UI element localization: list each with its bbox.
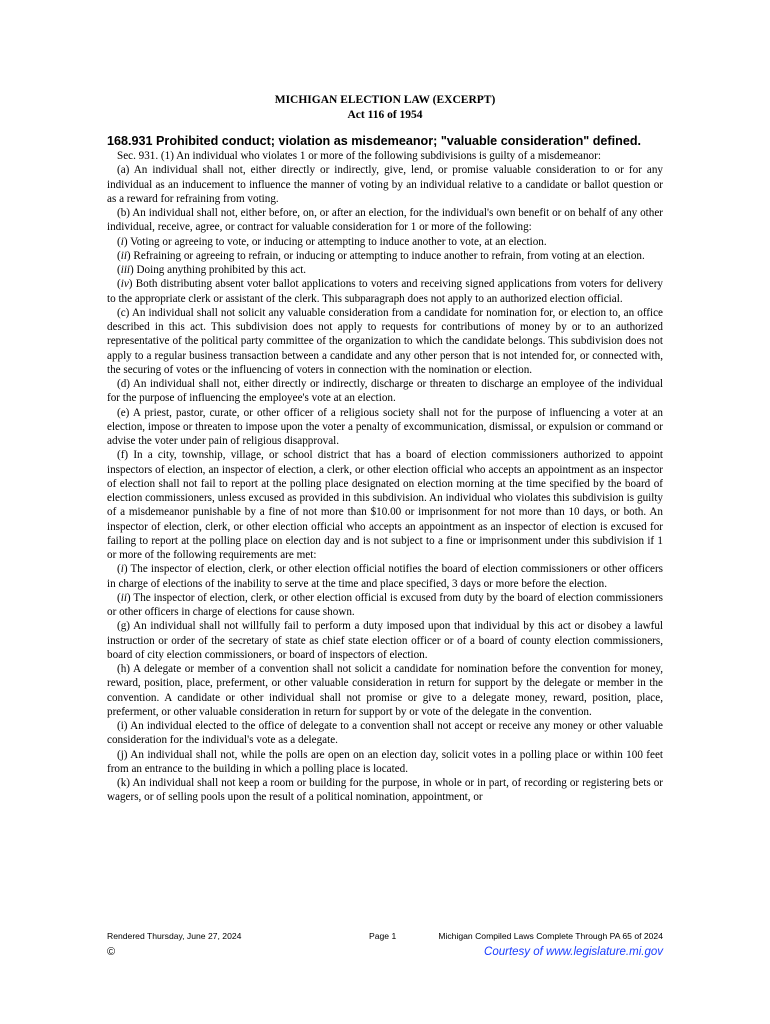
- paragraph: [107, 662, 663, 719]
- roman-numeral: ii: [120, 249, 127, 262]
- paragraph: [107, 562, 663, 591]
- paragraph-text: (a) An individual shall not, either directly or indirectly, give, lend, or promise valuable consideration to or for any individual as an inducement to influence the manner of voting by an individual relative to a candidate or ballot question or as a reward for refraining from voting.: [107, 164, 663, 205]
- paragraph-text: ) Doing anything prohibited by this act.: [130, 264, 307, 276]
- paragraph: [107, 163, 663, 206]
- paragraph-text: (i) An individual elected to the office of delegate to a convention shall not accept or receive any money or other valuable consideration for the individual's vote as a delegate.: [107, 720, 663, 747]
- page-number: Page 1: [369, 931, 397, 941]
- paragraph-text: ) The inspector of election, clerk, or other election official is excused from duty by the board of election commissioners or other officers in charge of elections for cause shown.: [107, 591, 663, 618]
- paragraph: [107, 149, 663, 163]
- roman-numeral: iii: [120, 264, 131, 276]
- paragraph-text: (: [117, 249, 121, 262]
- roman-numeral: i: [120, 235, 124, 248]
- paragraph-text: (: [117, 278, 121, 291]
- paragraph: [107, 719, 663, 748]
- paragraph: [107, 406, 663, 449]
- paragraph: [107, 306, 663, 377]
- paragraph: [107, 206, 663, 235]
- compilation-status: Michigan Compiled Laws Complete Through PA 65 of 2024: [438, 931, 663, 941]
- paragraph: [107, 377, 663, 406]
- roman-numeral: iv: [120, 278, 129, 291]
- section-body: [107, 149, 663, 805]
- paragraph-text: (g) An individual shall not willfully fail to perform a duty imposed upon that individual by this act or disobey a lawful instruction or order of the secretary of state as chief state election officer or of a board of county election commissioners, board of city election commissioners, or board of inspectors of election.: [107, 620, 663, 661]
- paragraph-text: ) Voting or agreeing to vote, or inducing or attempting to induce another to vote, at an election.: [123, 235, 547, 248]
- paragraph: [107, 448, 663, 562]
- paragraph: [107, 776, 663, 805]
- paragraph-text: (: [117, 591, 121, 604]
- paragraph: [107, 235, 663, 249]
- courtesy-link[interactable]: Courtesy of www.legislature.mi.gov: [484, 946, 663, 958]
- paragraph: [107, 263, 663, 277]
- paragraph-text: ) Refraining or agreeing to refrain, or inducing or attempting to induce another to refrain, from voting at an election.: [126, 249, 645, 262]
- paragraph-text: ) Both distributing absent voter ballot applications to voters and receiving signed applications from voters for delivery to the appropriate clerk or assistant of the clerk. This subparagraph does not apply to an authorized election official.: [107, 278, 663, 305]
- paragraph-text: (: [117, 235, 121, 248]
- paragraph-text: (c) An individual shall not solicit any valuable consideration from a candidate for nomination for, or election to, an office described in this act. This subdivision does not apply to requests for contributions of money by or to an authorized representative of the political party committee of the organization to which the candidate belongs. This subdivision does not apply to a regular business transaction between a candidate and any other person that is not intended for, or connected with, the securing of votes or the influencing of voters in connection with the nomination or election.: [107, 306, 663, 376]
- paragraph-text: (: [117, 264, 121, 276]
- paragraph-text: (f) In a city, township, village, or school district that has a board of election commissioners authorized to appoint inspectors of election, an inspector of election, a clerk, or other election official who accepts an appointment as an inspector of election shall not fail to report at the polling place designated on election morning at the time specified by the board of election commissioners, unless excused as provided in this subdivision. An individual who violates this subdivision is guilty of a misdemeanor punishable by a fine of not more than $10.00 or imprisonment for not more than 10 days, or both. An inspector of election, clerk, or other election official who accepts an appointment as an inspector of election is excused for failing to report at the polling place on election day and is not subject to a fine or imprisonment under this subdivision if 1 or more of the following requirements are met:: [107, 449, 663, 561]
- paragraph-text: (d) An individual shall not, either directly or indirectly, discharge or threaten to discharge an employee of the individual for the purpose of influencing the employee's vote at an election.: [107, 378, 663, 405]
- roman-numeral: i: [120, 563, 124, 576]
- paragraph-text: (e) A priest, pastor, curate, or other officer of a religious society shall not for the purpose of influencing a voter at an election, impose or threaten to impose upon the voter a penalty of excommunication, dismissal, or expulsion or command or advise the voter under pain of religious disapproval.: [107, 406, 663, 447]
- paragraph-text: (: [117, 563, 121, 576]
- act-number: Act 116 of 1954: [347, 109, 423, 121]
- paragraph-text: (h) A delegate or member of a convention shall not solicit a candidate for nomination before the convention for money, reward, position, place, preferment, or other valuable consideration in return for support by the delegate or member in the convention. A candidate or other individual shall not promise or give to a delegate money, reward, position, place, preferment, or other valuable consideration in return for support by or vote of the delegate in the convention.: [107, 663, 663, 718]
- paragraph-text: (k) An individual shall not keep a room or building for the purpose, in whole or in part, of recording or registering bets or wagers, or of selling pools upon the result of a political nomination, appointment, or: [107, 777, 663, 804]
- roman-numeral: ii: [120, 591, 127, 604]
- paragraph-text: ) The inspector of election, clerk, or other election official notifies the board of election commissioners or other officers in charge of elections of the inability to serve at the time and place specified, 3 days or more before the election.: [107, 563, 663, 590]
- paragraph-text: (j) An individual shall not, while the polls are open on an election day, solicit votes in a polling place or within 100 feet from an entrance to the building in which a polling place is located.: [107, 748, 663, 775]
- render-date: Rendered Thursday, June 27, 2024: [107, 931, 242, 941]
- paragraph: [107, 619, 663, 662]
- paragraph-text: Sec. 931. (1) An individual who violates 1 or more of the following subdivisions is guilty of a misdemeanor:: [117, 150, 601, 162]
- section-heading: 168.931 Prohibited conduct; violation as misdemeanor; "valuable consideration" defined.: [107, 134, 642, 148]
- document-page: [107, 93, 663, 805]
- paragraph: [107, 249, 663, 263]
- paragraph-text: (b) An individual shall not, either before, on, or after an election, for the individual's own benefit or on behalf of any other individual, receive, agree, or contract for valuable consideration for 1 or more of the following:: [107, 207, 663, 234]
- paragraph: [107, 277, 663, 306]
- paragraph: [107, 591, 663, 620]
- copyright-symbol: ©: [107, 946, 116, 958]
- paragraph: [107, 748, 663, 777]
- document-title: MICHIGAN ELECTION LAW (EXCERPT): [274, 94, 496, 106]
